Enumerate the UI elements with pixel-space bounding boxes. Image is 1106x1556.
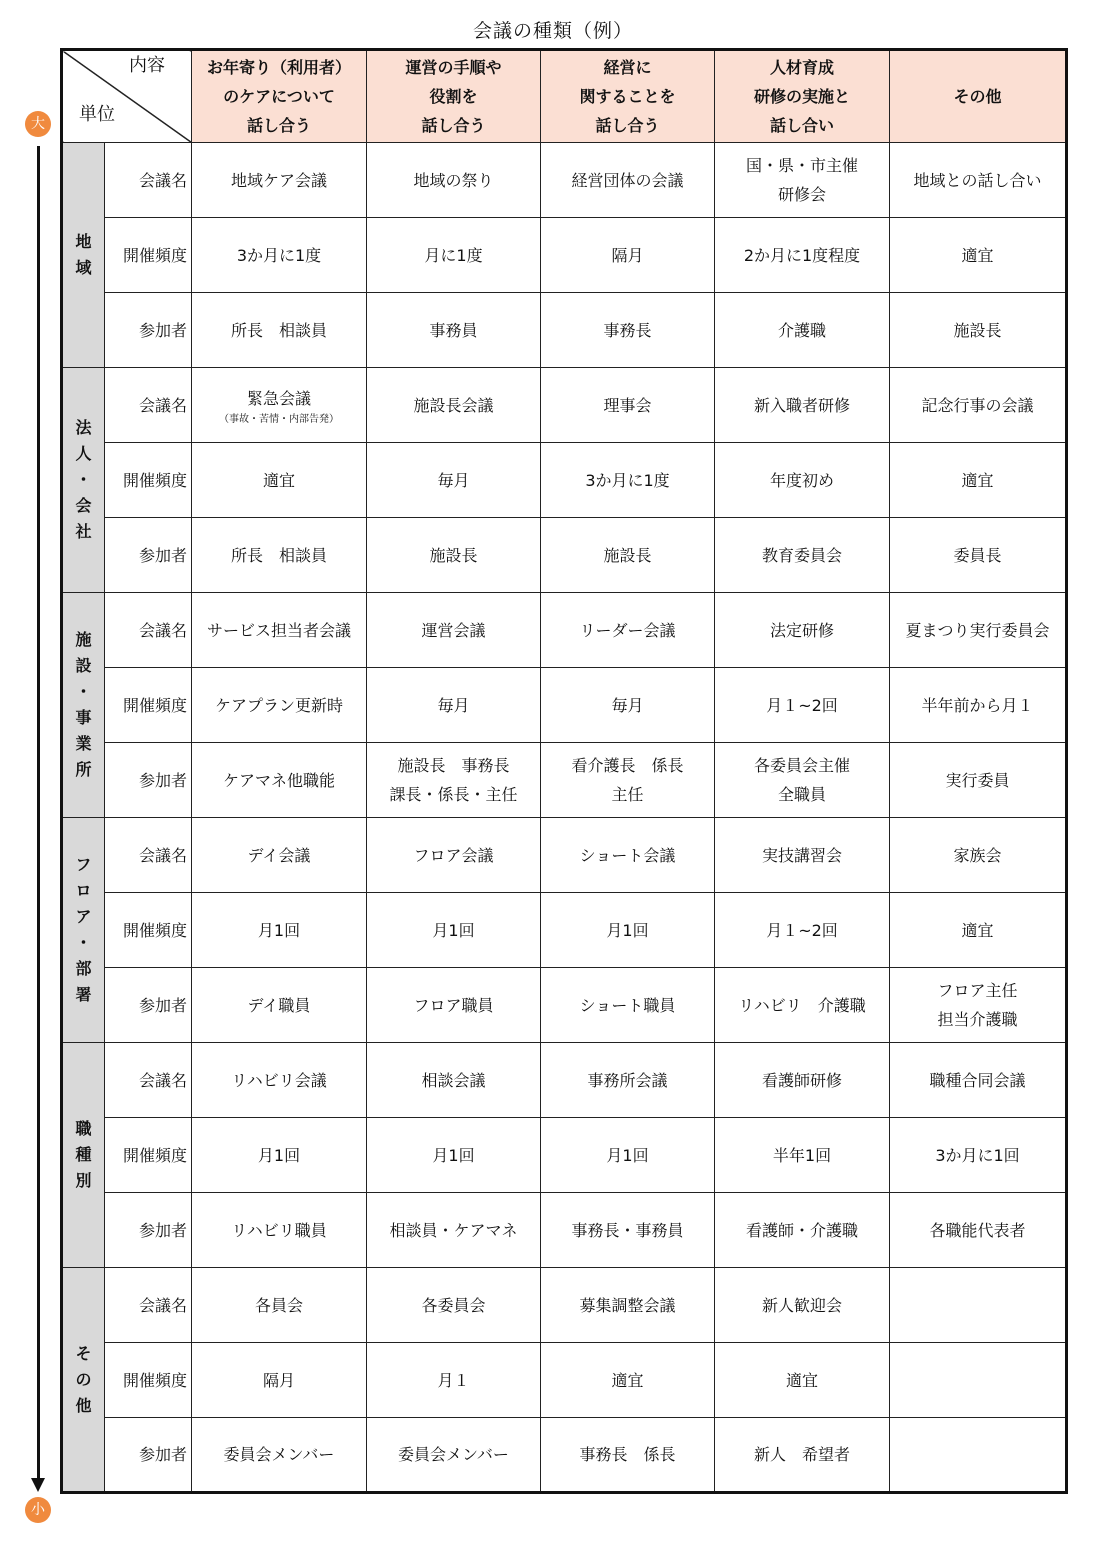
cell-text: デイ職員 (247, 995, 311, 1015)
unit-char: 所 (75, 760, 92, 779)
cell-text: 各委員会主催 (753, 756, 850, 775)
cell-text: 事務所会議 (587, 1070, 668, 1090)
unit-cell (62, 368, 105, 593)
cell-text: 月1回 (432, 920, 475, 940)
table-cell (192, 293, 367, 368)
table-cell (367, 143, 541, 218)
cell-text: 委員長 (953, 545, 1002, 565)
unit-cell (62, 593, 105, 818)
column-header-line: 話し合う (421, 116, 486, 135)
table-cell (541, 668, 715, 743)
table-cell (367, 368, 541, 443)
table-cell (715, 1418, 890, 1493)
unit-char: 種 (75, 1145, 92, 1164)
cell-text: 看護師研修 (761, 1070, 842, 1090)
unit-char: ・ (75, 933, 92, 952)
cell-text: 隔月 (611, 245, 644, 265)
table-cell (715, 143, 890, 218)
table-cell (367, 1193, 541, 1268)
column-header-line: 関することを (579, 87, 676, 106)
cell-text: 月１~2回 (766, 695, 838, 715)
table-row (62, 293, 1067, 368)
cell-text: リーダー会議 (579, 620, 676, 640)
table-cell (541, 218, 715, 293)
row-label-meeting: 会議名 (105, 1043, 192, 1118)
table-cell (890, 1043, 1067, 1118)
column-header-line: 話し合う (246, 116, 311, 135)
cell-text: ケアプラン更新時 (214, 695, 343, 715)
cell-text: 月1回 (432, 1145, 475, 1165)
table-cell (715, 893, 890, 968)
cell-text: 地域の祭り (413, 170, 494, 190)
row-label-frequency: 開催頻度 (105, 218, 192, 293)
table-cell (541, 1418, 715, 1493)
column-header-1 (192, 50, 367, 143)
table-cell (367, 443, 541, 518)
table-cell (890, 518, 1067, 593)
cell-text: 適宜 (262, 470, 295, 490)
unit-cell (62, 818, 105, 1043)
cell-note: （事故・苦情・内部告発） (219, 413, 339, 425)
table-cell (715, 1343, 890, 1418)
column-header-line: その他 (953, 87, 1002, 106)
row-label-meeting: 会議名 (105, 368, 192, 443)
table-cell (715, 293, 890, 368)
row-label-frequency: 開催頻度 (105, 443, 192, 518)
column-header-line: 話し合う (595, 116, 660, 135)
unit-char: 施 (75, 630, 92, 649)
unit-char: 設 (75, 656, 92, 675)
table-cell (367, 218, 541, 293)
table-row (62, 1193, 1067, 1268)
table-row (62, 668, 1067, 743)
cell-text: 適宜 (611, 1370, 644, 1390)
cell-text: 施設長 (429, 545, 478, 565)
table-cell (367, 518, 541, 593)
cell-text: 国・県・市主催 (745, 156, 858, 175)
table-cell (192, 1118, 367, 1193)
row-label-participants: 参加者 (105, 968, 192, 1043)
cell-text: 適宜 (961, 470, 994, 490)
unit-label: 単位 (79, 104, 115, 125)
unit-char: 業 (75, 734, 92, 753)
corner-cell (62, 50, 192, 143)
table-cell (367, 893, 541, 968)
unit-char: 人 (75, 444, 92, 463)
unit-char: 事 (75, 708, 92, 727)
table-cell (367, 593, 541, 668)
column-header-line: 話し合い (769, 116, 834, 135)
cell-text: 課長・係長・主任 (389, 785, 518, 804)
table-cell (890, 593, 1067, 668)
header-row (62, 50, 1067, 143)
cell-text: 適宜 (961, 245, 994, 265)
cell-text: ショート職員 (579, 995, 676, 1015)
cell-text: 月１ (437, 1370, 470, 1390)
unit-cell (62, 143, 105, 368)
table-cell (890, 1343, 1067, 1418)
cell-text: 3か月に1度 (585, 470, 670, 490)
cell-text: 所長 相談員 (230, 545, 327, 565)
unit-char: ・ (75, 470, 92, 489)
cell-text: 経営団体の会議 (571, 170, 684, 190)
table-cell (192, 893, 367, 968)
table-cell (890, 293, 1067, 368)
row-label-frequency: 開催頻度 (105, 668, 192, 743)
unit-char: 地 (75, 232, 92, 251)
scale-large-badge: 大 (25, 111, 51, 137)
table-cell (541, 1043, 715, 1118)
table-cell (192, 1268, 367, 1343)
row-label-participants: 参加者 (105, 1418, 192, 1493)
table-cell (192, 1043, 367, 1118)
table-cell (541, 743, 715, 818)
cell-text: 事務員 (429, 320, 478, 340)
table-cell (715, 1193, 890, 1268)
table-cell (192, 668, 367, 743)
table-row (62, 818, 1067, 893)
unit-cell (62, 1043, 105, 1268)
table-cell (890, 668, 1067, 743)
table-cell (192, 368, 367, 443)
row-label-frequency: 開催頻度 (105, 1343, 192, 1418)
cell-text: 地域ケア会議 (230, 170, 327, 190)
table-cell (890, 818, 1067, 893)
cell-text: 各員会 (254, 1295, 303, 1315)
table-cell (890, 893, 1067, 968)
cell-text: 相談員・ケアマネ (389, 1220, 518, 1240)
unit-char: そ (75, 1343, 92, 1363)
cell-text: 各委員会 (421, 1295, 486, 1315)
table-row (62, 1268, 1067, 1343)
table-cell (192, 143, 367, 218)
table-cell (367, 1343, 541, 1418)
cell-text: 毎月 (611, 695, 644, 715)
cell-text: 施設長 (603, 545, 652, 565)
cell-text: 介護職 (777, 320, 826, 340)
cell-text: 担当介護職 (937, 1010, 1018, 1029)
table-cell (715, 443, 890, 518)
cell-text: 所長 相談員 (230, 320, 327, 340)
table-cell (715, 818, 890, 893)
cell-text: フロア主任 (937, 981, 1018, 1000)
table-cell (367, 1043, 541, 1118)
table-cell (715, 368, 890, 443)
cell-text: 施設長会議 (413, 395, 494, 415)
cell-text: 教育委員会 (761, 545, 842, 565)
table-cell (541, 1193, 715, 1268)
table-row (62, 1118, 1067, 1193)
table-cell (192, 1418, 367, 1493)
table-cell (367, 818, 541, 893)
row-label-participants: 参加者 (105, 518, 192, 593)
column-header-line: 役割を (429, 87, 478, 106)
cell-text: 年度初め (769, 470, 834, 490)
cell-text: 毎月 (437, 695, 470, 715)
table-cell (541, 368, 715, 443)
table-cell (367, 1118, 541, 1193)
cell-text: 看介護長 係長 (571, 756, 684, 775)
scale-small-badge: 小 (25, 1497, 51, 1523)
table-cell (890, 443, 1067, 518)
content-label: 内容 (129, 55, 165, 76)
column-header-line: 人材育成 (769, 58, 834, 77)
column-header-4 (715, 50, 890, 143)
table-row (62, 593, 1067, 668)
table-cell (715, 518, 890, 593)
unit-cell (62, 1268, 105, 1493)
cell-text: 法定研修 (769, 620, 834, 640)
table-cell (715, 1043, 890, 1118)
page-title: 会議の種類（例） (472, 20, 633, 42)
cell-text: 月1回 (606, 1145, 649, 1165)
cell-text: 看護師・介護職 (745, 1220, 858, 1240)
cell-text: 新人歓迎会 (761, 1295, 842, 1315)
column-header-line: のケアについて (223, 87, 335, 106)
table-cell (192, 1343, 367, 1418)
table-cell (715, 743, 890, 818)
cell-text: 夏まつり実行委員会 (905, 620, 1050, 640)
cell-text: 新人 希望者 (753, 1445, 850, 1464)
cell-text: 全職員 (777, 785, 826, 804)
cell-text: 相談会議 (421, 1070, 486, 1090)
unit-char: 域 (75, 258, 92, 277)
table-cell (367, 668, 541, 743)
table-cell (541, 143, 715, 218)
table-cell (367, 743, 541, 818)
cell-text: 実技講習会 (761, 845, 842, 865)
cell-text: 記念行事の会議 (921, 395, 1034, 415)
cell-text: 適宜 (961, 920, 994, 940)
table-cell (541, 518, 715, 593)
table-cell (890, 143, 1067, 218)
table-cell (541, 968, 715, 1043)
table-cell (367, 968, 541, 1043)
unit-char: ロ (75, 881, 92, 900)
cell-text: リハビリ会議 (231, 1070, 327, 1090)
unit-char: 他 (75, 1395, 92, 1415)
table-cell (890, 1268, 1067, 1343)
table-cell (890, 218, 1067, 293)
table-row (62, 1043, 1067, 1118)
table-cell (890, 968, 1067, 1043)
table-cell (367, 1268, 541, 1343)
table-cell (890, 1193, 1067, 1268)
cell-text: 委員会メンバー (223, 1445, 335, 1464)
table-cell (715, 668, 890, 743)
table-cell (192, 218, 367, 293)
column-header-3 (541, 50, 715, 143)
scale-arrow-line (37, 146, 40, 1482)
table-row (62, 218, 1067, 293)
cell-text: 実行委員 (945, 770, 1010, 790)
row-label-participants: 参加者 (105, 1193, 192, 1268)
table-cell (192, 1193, 367, 1268)
cell-text: 適宜 (785, 1370, 818, 1390)
cell-text: 3か月に1回 (935, 1145, 1020, 1165)
cell-text: 理事会 (603, 395, 652, 415)
table-row (62, 893, 1067, 968)
cell-text: 月1回 (257, 920, 301, 940)
row-label-frequency: 開催頻度 (105, 893, 192, 968)
cell-text: 研修会 (777, 185, 826, 204)
cell-text: 毎月 (437, 470, 470, 490)
meeting-types-table (60, 48, 1068, 1494)
table-cell (192, 743, 367, 818)
cell-text: リハビリ 介護職 (738, 995, 866, 1015)
cell-text: 月1回 (606, 920, 649, 940)
unit-char: の (75, 1369, 92, 1389)
row-label-meeting: 会議名 (105, 1268, 192, 1343)
table-cell (715, 1268, 890, 1343)
column-header-5 (890, 50, 1067, 143)
table-row (62, 968, 1067, 1043)
table-row (62, 368, 1067, 443)
unit-char: ・ (75, 682, 92, 701)
unit-char: 署 (75, 985, 92, 1004)
cell-text: 運営会議 (421, 620, 486, 640)
table-cell (715, 218, 890, 293)
unit-char: フ (75, 855, 92, 874)
cell-text: 委員会メンバー (398, 1445, 509, 1464)
cell-text: 募集調整会議 (579, 1295, 676, 1315)
table-cell (192, 593, 367, 668)
table-cell (541, 593, 715, 668)
column-header-2 (367, 50, 541, 143)
table-cell (367, 1418, 541, 1493)
unit-char: ア (75, 907, 92, 926)
cell-text: 月1回 (257, 1145, 301, 1165)
table-cell (367, 293, 541, 368)
table-cell (192, 443, 367, 518)
cell-text: リハビリ職員 (231, 1220, 327, 1240)
row-label-participants: 参加者 (105, 293, 192, 368)
table-cell (541, 1343, 715, 1418)
cell-text: フロア職員 (413, 995, 494, 1015)
unit-char: 社 (75, 522, 92, 541)
cell-text: 半年1回 (772, 1145, 832, 1165)
unit-char: 部 (75, 959, 92, 978)
column-header-line: お年寄り（利用者） (206, 58, 351, 77)
unit-char: 職 (75, 1119, 92, 1138)
cell-text: 月１~2回 (766, 920, 838, 940)
table-cell (192, 518, 367, 593)
table-cell (890, 1418, 1067, 1493)
table-cell (890, 1118, 1067, 1193)
cell-text: 新入職者研修 (753, 395, 850, 415)
row-label-participants: 参加者 (105, 743, 192, 818)
cell-text: 主任 (611, 785, 644, 804)
table-cell (541, 818, 715, 893)
unit-char: 別 (75, 1171, 92, 1190)
cell-text: 職種合同会議 (929, 1070, 1026, 1090)
table-cell (192, 818, 367, 893)
cell-text: 事務長 係長 (579, 1445, 676, 1464)
unit-char: 会 (75, 496, 92, 515)
scale-arrow-down-icon (31, 1478, 45, 1492)
cell-text: 月に1度 (424, 245, 483, 265)
column-header-line: 研修の実施と (753, 87, 850, 106)
cell-text: 半年前から月１ (921, 695, 1034, 715)
table-cell (541, 893, 715, 968)
cell-text: 各職能代表者 (929, 1220, 1026, 1240)
cell-text: 施設長 (953, 320, 1002, 340)
table-cell (541, 293, 715, 368)
cell-text: 施設長 事務長 (397, 756, 510, 775)
table-row (62, 743, 1067, 818)
table-row (62, 1343, 1067, 1418)
table-cell (890, 743, 1067, 818)
cell-text: フロア会議 (413, 845, 494, 865)
cell-text: 3か月に1度 (236, 245, 322, 265)
table-row (62, 143, 1067, 218)
table-cell (715, 968, 890, 1043)
table-cell (715, 1118, 890, 1193)
row-label-meeting: 会議名 (105, 143, 192, 218)
cell-text: 事務長 (603, 320, 652, 340)
cell-text: サービス担当者会議 (206, 620, 351, 640)
row-label-meeting: 会議名 (105, 593, 192, 668)
cell-text: 隔月 (262, 1370, 295, 1390)
cell-text: 2か月に1度程度 (743, 245, 861, 265)
table-cell (541, 1118, 715, 1193)
cell-text: ショート会議 (579, 845, 676, 865)
cell-text: 地域との話し合い (913, 170, 1042, 190)
table-cell (192, 968, 367, 1043)
table-cell (715, 593, 890, 668)
cell-text: 家族会 (953, 845, 1002, 865)
table-row (62, 1418, 1067, 1493)
table-cell (541, 443, 715, 518)
cell-text: 事務長・事務員 (571, 1220, 684, 1240)
table-cell (890, 368, 1067, 443)
cell-text: デイ会議 (247, 845, 311, 865)
row-label-frequency: 開催頻度 (105, 1118, 192, 1193)
row-label-meeting: 会議名 (105, 818, 192, 893)
cell-text: 緊急会議 (246, 388, 311, 408)
column-header-line: 運営の手順や (405, 58, 502, 77)
table-row (62, 518, 1067, 593)
table-row (62, 443, 1067, 518)
column-header-line: 経営に (603, 58, 652, 77)
table-cell (541, 1268, 715, 1343)
cell-text: ケアマネ他職能 (222, 770, 335, 790)
unit-char: 法 (75, 418, 92, 437)
